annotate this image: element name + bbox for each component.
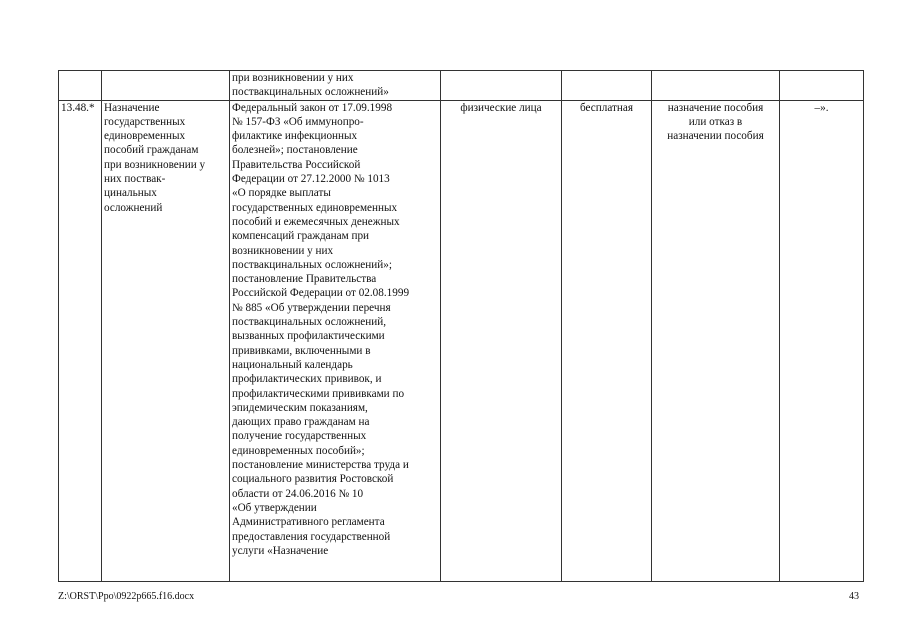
- legal-line: национальный календарь: [232, 358, 353, 371]
- legal-line: единовременных пособий»;: [232, 444, 365, 457]
- legal-line: № 157-ФЗ «Об иммунопро-: [232, 115, 364, 128]
- legal-line: при возникновении у них: [232, 72, 354, 84]
- payment-cell: бесплатная: [562, 100, 652, 581]
- legal-line: компенсаций гражданам при: [232, 230, 370, 243]
- service-line: единовременных: [104, 130, 186, 143]
- cell-legal-basis: [230, 71, 441, 101]
- legal-line: поствакцинальных осложнений»;: [232, 258, 392, 271]
- cell-recipients: [441, 71, 562, 101]
- legal-line: «Об утверждении: [232, 501, 317, 514]
- legal-line: Административного регламента: [232, 516, 385, 529]
- legal-line: Федеральный закон от 17.09.1998: [232, 101, 393, 114]
- legal-line: государственных единовременных: [232, 201, 398, 214]
- legal-line: постановление министерства труда и: [232, 459, 409, 472]
- recipients-cell: физические лица: [441, 100, 562, 581]
- legal-line: Федерации от 27.12.2000 № 1013: [232, 173, 390, 186]
- cell-result: [652, 71, 780, 101]
- legal-line: области от 24.06.2016 № 10: [232, 487, 364, 500]
- legal-line: прививками, включенными в: [232, 344, 371, 357]
- result-line: или отказ в: [688, 115, 743, 128]
- note-cell: –».: [780, 100, 864, 581]
- service-line: них поствак-: [104, 173, 166, 186]
- table-row-13-48: [59, 100, 864, 581]
- legal-line: пособий и ежемесячных денежных: [232, 215, 400, 228]
- legal-line: болезней»; постановление: [232, 144, 358, 157]
- legal-line: профилактических прививок, и: [232, 373, 382, 386]
- legal-line: постановление Правительства: [232, 273, 377, 286]
- cell-note: [780, 71, 864, 101]
- legal-line: эпидемическим показаниям,: [232, 401, 368, 414]
- table-row-continuation: [59, 71, 864, 101]
- service-line: Назначение: [104, 101, 160, 114]
- result-cell: [652, 100, 780, 581]
- cell-service: [102, 71, 230, 101]
- legal-line: возникновении у них: [232, 244, 334, 257]
- legal-line: Российской Федерации от 02.08.1999: [232, 287, 410, 300]
- legal-line: поствакцинальных осложнений»: [232, 86, 389, 99]
- service-line: осложнений: [104, 201, 163, 214]
- service-line: цинальных: [104, 187, 157, 200]
- legal-line: поствакцинальных осложнений,: [232, 316, 387, 329]
- legal-line: услуги «Назначение: [232, 544, 329, 557]
- services-table: [58, 70, 864, 582]
- result-line: назначение пособия: [667, 101, 764, 114]
- legal-line: «О порядке выплаты: [232, 187, 331, 200]
- service-name-cell: [102, 100, 230, 581]
- cell-number: [59, 71, 102, 101]
- service-line: пособий гражданам: [104, 144, 199, 157]
- legal-line: профилактическими прививками по: [232, 387, 405, 400]
- legal-line: предоставления государственной: [232, 530, 391, 543]
- page-number: 43: [849, 591, 859, 602]
- service-line: при возникновении у: [104, 158, 206, 171]
- result-line: назначении пособия: [667, 130, 764, 143]
- legal-line: получение государственных: [232, 430, 367, 443]
- legal-line: вызванных профилактическими: [232, 330, 385, 343]
- row-number: 13.48.*: [59, 100, 102, 581]
- cell-payment: [562, 71, 652, 101]
- footer-file-path: Z:\ORST\Ppo\0922p665.f16.docx: [58, 591, 195, 602]
- legal-line: филактике инфекционных: [232, 130, 358, 143]
- legal-line: дающих право гражданам на: [232, 416, 370, 429]
- legal-basis-cell: [230, 100, 441, 581]
- legal-line: социального развития Ростовской: [232, 473, 394, 486]
- legal-line: Правительства Российской: [232, 158, 361, 171]
- legal-line: № 885 «Об утверждении перечня: [232, 301, 391, 314]
- service-line: государственных: [104, 115, 186, 128]
